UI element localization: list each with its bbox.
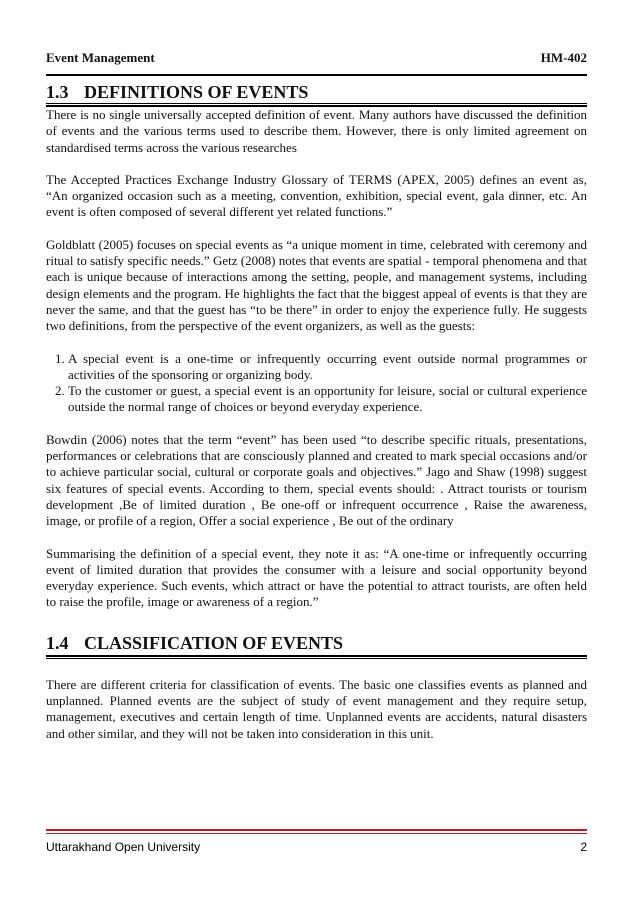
page-content — [46, 50, 587, 742]
section-title: CLASSIFICATION OF EVENTS — [84, 632, 344, 653]
running-header — [46, 50, 587, 66]
page-number: 2 — [580, 840, 587, 854]
footer-university: Uttarakhand Open University — [46, 840, 201, 854]
header-course-code: HM-402 — [540, 50, 587, 65]
footer-rule — [46, 829, 587, 831]
header-course-title: Event Management — [46, 50, 155, 65]
paragraph: Summarising the definition of a special event, they note it as: “A one-time or infrequently occurring event of limited duration that provides the consumer with a leisure and social opportunity beyond everyday experience. Such events, which attract or have the potential to attract tourists, are often held to raise the profile, image or awareness of a region.” — [46, 545, 587, 610]
page-footer — [46, 829, 587, 854]
paragraph: The Accepted Practices Exchange Industry Glossary of TERMS (APEX, 2005) defines an event as, “An organized occasion such as a meeting, convention, exhibition, special event, gala dinner, etc. An event is often composed of several different yet related functions.” — [46, 171, 587, 220]
paragraph: Bowdin (2006) notes that the term “event” has been used “to describe specific rituals, presentations, performances or celebrations that are consciously planned and created to mark special occasions and/or to achieve particular social, cultural or corporate goals and objectives.” Jago and Shaw (1998) suggest six features of special events. According to them, special events should: . Attract tourists or tourism development ,Be of limited duration , Be one-off or infrequent occurrence , Raise the awareness, image, or profile of a region, Offer a social experience , Be out of the ordinary — [46, 431, 587, 529]
list-item: 2. To the customer or guest, a special event is an opportunity for leisure, social or cultural experience outside the normal range of choices or beyond everyday experience. — [68, 383, 587, 416]
paragraph: There is no single universally accepted definition of event. Many authors have discussed the definition of events and the various terms used to describe them. However, there is only limited agreement on standardised terms across the various researches — [46, 107, 587, 155]
paragraph: There are different criteria for classification of events. The basic one classifies events as planned and unplanned. Planned events are the subject of study of event management and they require setup, management, executives and certain length of time. Unplanned events are accidents, natural disasters and other similar, and they will not be taken into consideration in this unit. — [46, 676, 587, 741]
definitions-list — [46, 351, 587, 416]
section-number: 1.3 — [46, 82, 69, 102]
section-title: DEFINITIONS OF EVENTS — [84, 82, 309, 102]
header-rule — [46, 74, 587, 76]
paragraph: Goldblatt (2005) focuses on special events as “a unique moment in time, celebrated with ceremony and ritual to satisfy specific needs.” Getz (2008) notes that events are spatial - temporal phenomena and that each is unique because of interactions among the setting, people, and management systems, including design elements and the program. He highlights the fact that the biggest appeal of events is that they are never the same, and that the guest has “to be there” in order to enjoy the experience fully. He suggests two definitions, from the perspective of the event organizers, as well as the guests: — [46, 236, 587, 334]
section-heading-1-3 — [46, 82, 587, 102]
section-heading-1-4 — [46, 633, 587, 653]
list-item: 1. A special event is a one-time or infrequently occurring event outside normal programmes or activities of the sponsoring or organizing body. — [68, 351, 587, 384]
section-number: 1.4 — [46, 632, 69, 653]
footer-rule — [46, 833, 587, 834]
